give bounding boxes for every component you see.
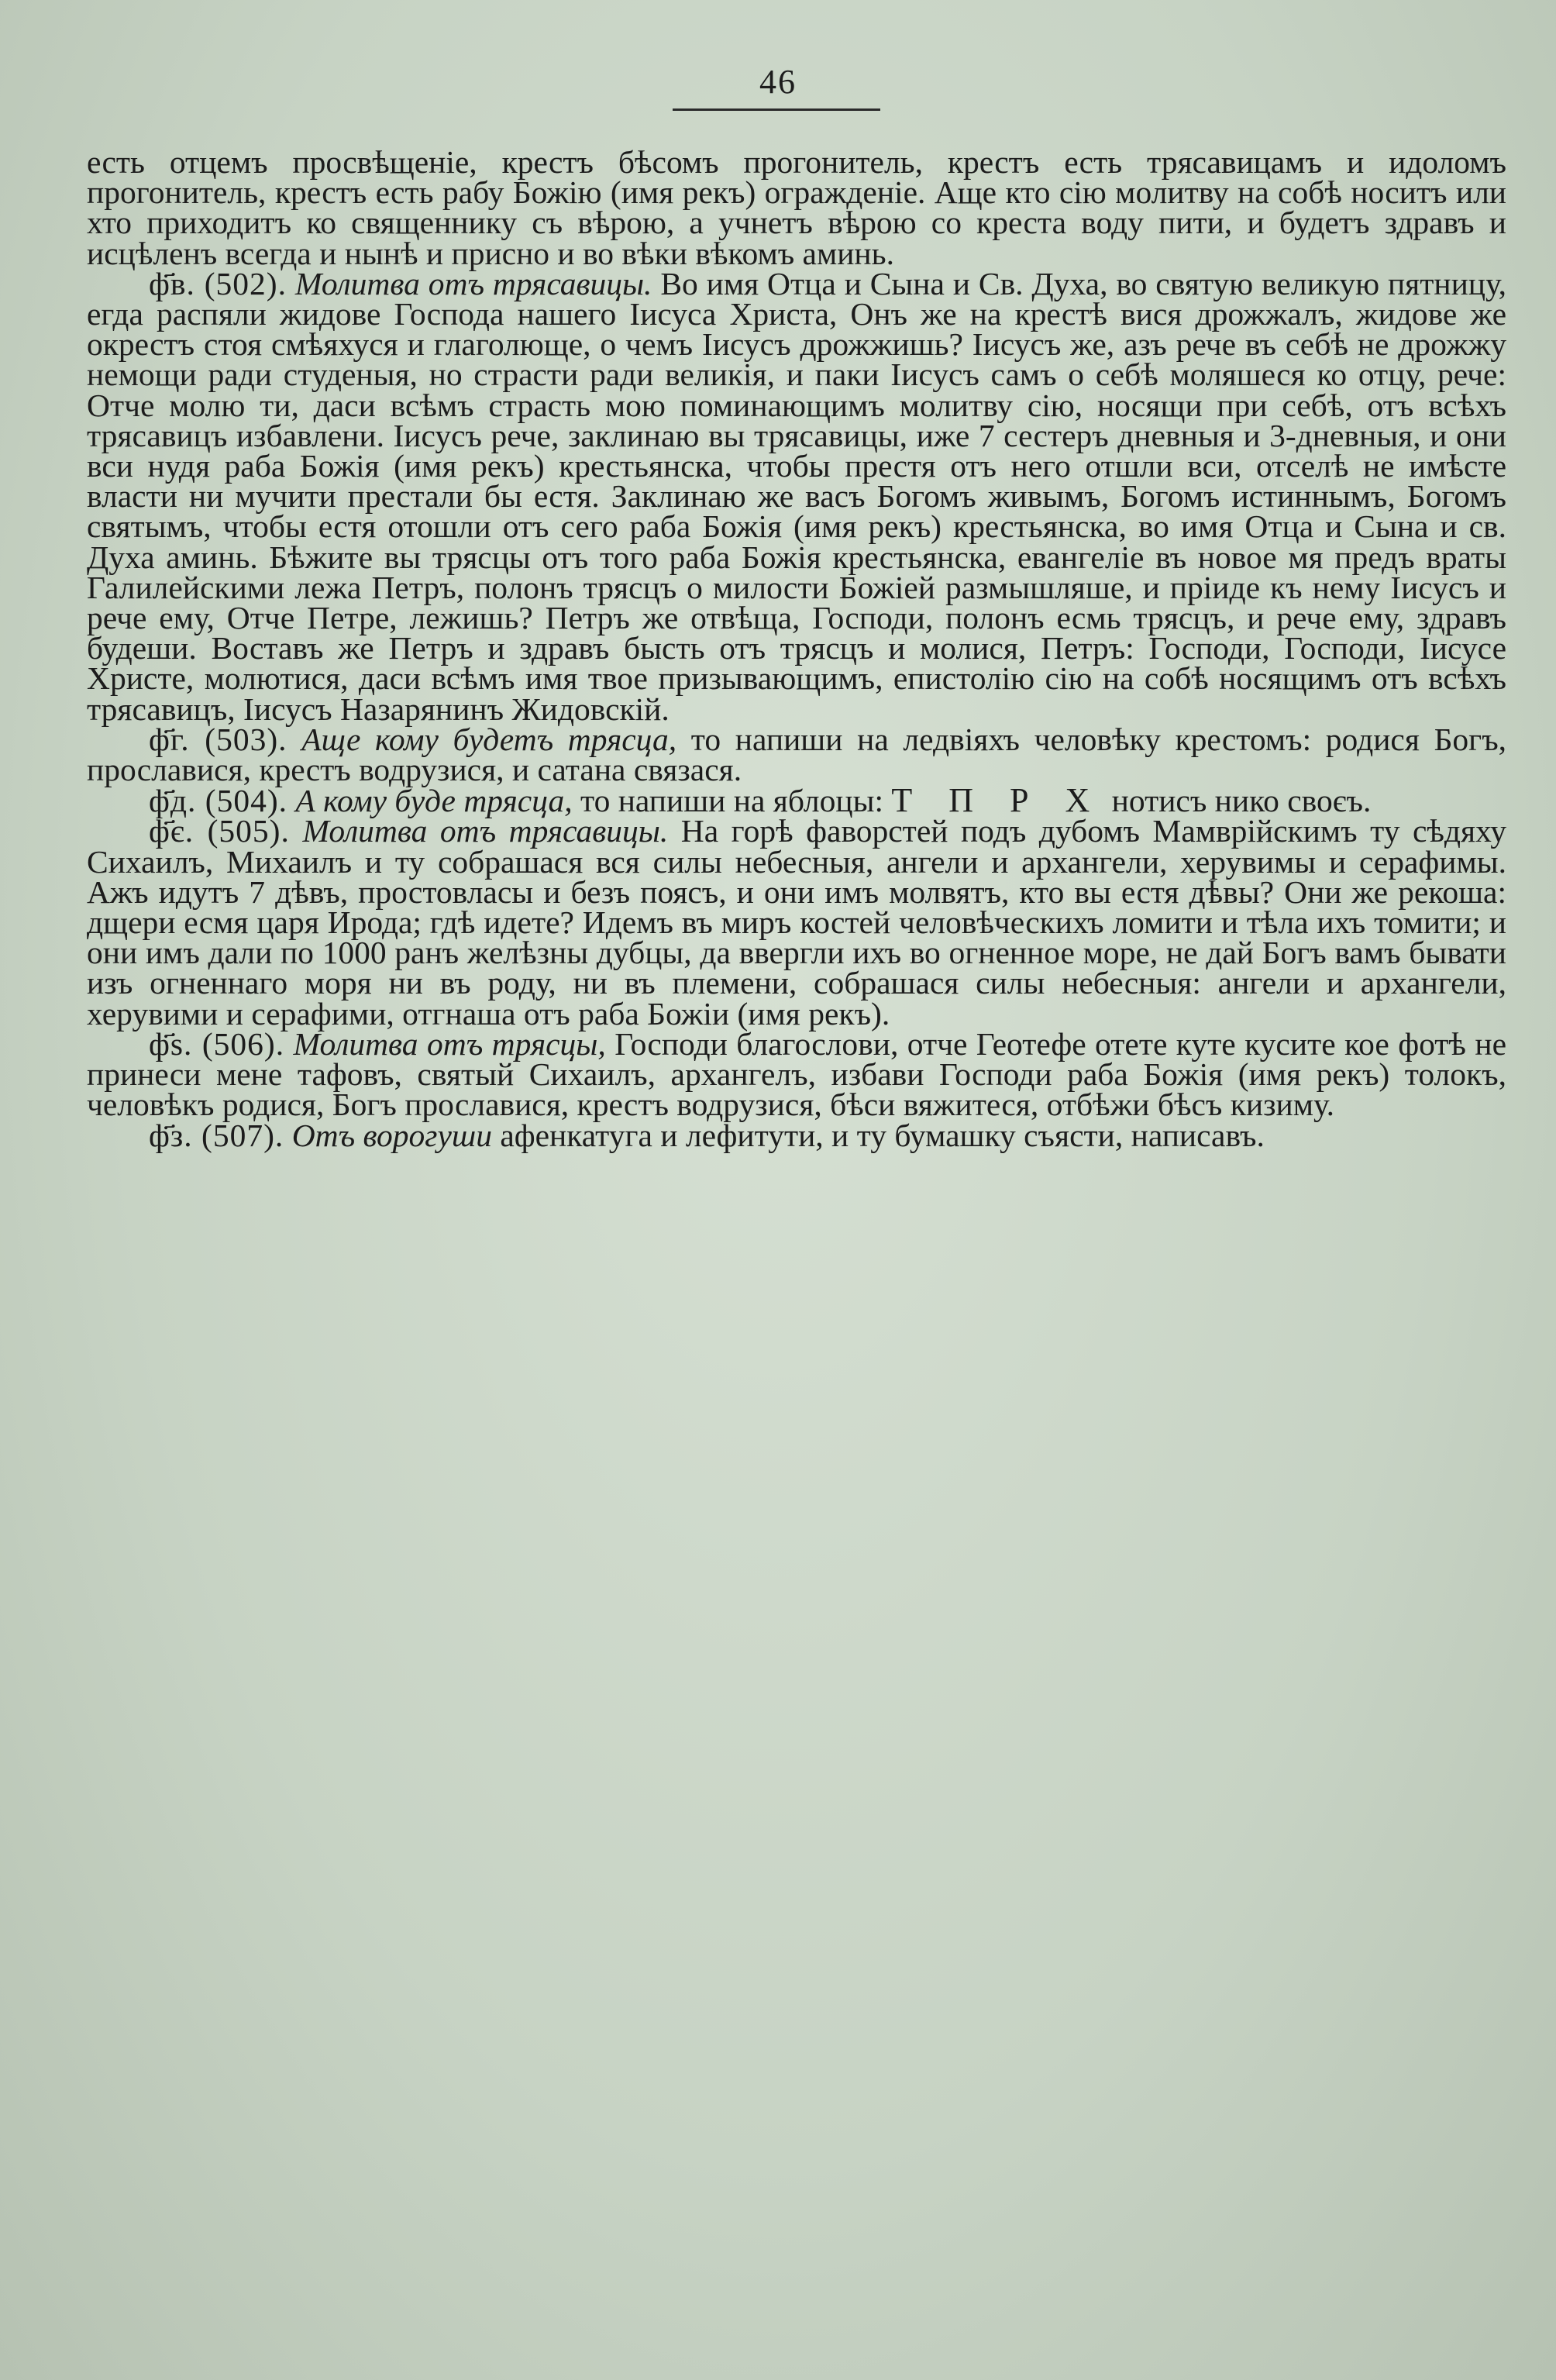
text-body (87, 144, 1507, 1153)
entry-number: ф҃є. (505). (149, 813, 290, 849)
paragraph-text: На горѣ фаворстей подъ дубомъ Мамврійскимъ ту сѣдяху Сихаилъ, Михаилъ и ту собрашася вся силы небесныя, ангели и архангели, херувимы и серафимы. Ажъ идутъ 7 дѣвъ, простовласы и безъ поясъ, и они имъ молвятъ, кто вы естя дѣвы? Они же рекоша: дщери есмя царя Ирода; гдѣ идете? Идемъ въ миръ костей человѣческихъ ломити и тѣла ихъ томити; и они имъ дали по 1000 ранъ желѣзны дубцы, да ввергли ихъ во огненное море, не дай Богъ вамъ бывати изъ огненнаго моря ни въ роду, ни въ племени, собрашася силы небесныя: ангели и архангели, херувими и серафими, отгнаша отъ раба Божіи (имя рекъ). (87, 813, 1507, 1032)
entry-title: Молитва отъ трясцы, (293, 1025, 606, 1062)
magic-letters: Т П Р Х (891, 781, 1104, 820)
entry-number: ф҃в. (502). (149, 265, 287, 301)
entry-number: ф҃з. (507). (149, 1117, 284, 1153)
paragraph-506 (87, 1025, 1507, 1123)
paragraph-507 (87, 1117, 1506, 1153)
entry-title: А кому буде трясца, (295, 783, 573, 819)
paragraph-continuation (87, 144, 1506, 271)
paragraph-504 (87, 781, 1506, 820)
entry-number: ф҃г. (503). (149, 721, 287, 757)
paragraph-505 (87, 813, 1507, 1032)
paragraph-text: то напиши на ледвіяхъ человѣку крестомъ: родися Богъ, прославися, крестъ водрузися, и сатана связася. (87, 721, 1507, 788)
paragraph-text: то напиши на яблоцы: (580, 783, 883, 819)
entry-title: Отъ ворогуши (291, 1117, 492, 1153)
paragraph-text-after: нотисъ нико своєъ. (1111, 783, 1372, 819)
entry-title: Молитва отъ трясавицы. (294, 265, 652, 301)
entry-number: ф҃ѕ. (506). (149, 1025, 285, 1062)
paragraph-text: Во имя Отца и Сына и Св. Духа, во святую великую пятницу, егда распяли жидове Господа нашего Іисуса Христа, Онъ же на крестѣ вися дрожжалъ, жидове же окрестъ стоя смѣяхуся и глаголюще, о чемъ Іисусъ дрожжишь? Іисусъ же, азъ рече въ себѣ не дрожжу немощи ради студеныя, но страсти ради великія, и паки Іисусъ самъ о себѣ моляшеся ко отцу, рече: Отче молю ти, даси всѣмъ страсть мою поминающимъ молитву сію, носящи при себѣ, отъ всѣхъ трясавицъ избавлени. Іисусъ рече, заклинаю вы трясавицы, иже 7 сестеръ дневныя и 3-дневныя, и они вси нудя раба Божія (имя рекъ) крестьянска, чтобы престя отъ него отшли вси, отселѣ не имѣсте власти ни мучити престали бы естя. Заклинаю же васъ Богомъ живымъ, Богомъ истиннымъ, Богомъ святымъ, чтобы естя отошли отъ сего раба Божія (имя рекъ) крестьянска, во имя Отца и Сына и св. Духа аминь. Бѣжите вы трясцы отъ того раба Божія крестьянска, евангеліе въ новое мя предъ враты Галилейскими лежа Петръ, полонъ трясцъ о милости Божіей размышляше, и пріиде къ нему Іисусъ и рече ему, Отче Петре, лежишь? Петръ же отвѣща, Господи, полонъ есмь трясцъ, и рече ему, здравъ будеши. Воставъ же Петръ и здравъ бысть отъ трясцъ и молися, Петръ: Господи, Господи, Іисусе Христе, молютися, даси всѣмъ имя твое призывающимъ, епистолію сію на собѣ носящимъ отъ всѣхъ трясавицъ, Іисусъ Назарянинъ Жидовскій. (87, 265, 1506, 727)
paragraph-502 (87, 265, 1506, 727)
paragraph-503 (87, 721, 1507, 788)
entry-number: ф҃д. (504). (149, 783, 288, 819)
entry-title: Молитва отъ трясавицы. (302, 813, 669, 849)
paragraph-text: афенкатуга и лефитути, и ту бумашку съясти, написавъ. (500, 1117, 1265, 1153)
page-number: 46 (759, 63, 797, 101)
paragraph-text: есть отцемъ просвѣщеніе, крестъ бѣсомъ прогонитель, крестъ есть трясавицамъ и идоломъ прогонитель, крестъ есть рабу Божію (имя рекъ) огражденіе. Аще кто сію молитву на собѣ носитъ или хто приходитъ ко священнику съ вѣрою, а учнетъ вѣрою со креста воду пити, и будетъ здравъ и исцѣленъ всегда и нынѣ и присно и во вѣки вѣкомъ аминь. (87, 144, 1506, 271)
paragraph-text: Господи благослови, отче Геотефе отете куте кусите кое фотѣ не принеси мене тафовъ, святый Сихаилъ, архангелъ, избави Господи раба Божія (имя рекъ) толокъ, человѣкъ родися, Богъ прославися, крестъ водрузися, бѣси вяжитеся, отбѣжи бѣсъ кизиму. (87, 1025, 1507, 1123)
entry-title: Аще кому будетъ трясца, (301, 721, 677, 757)
page-number-rule (673, 108, 880, 111)
